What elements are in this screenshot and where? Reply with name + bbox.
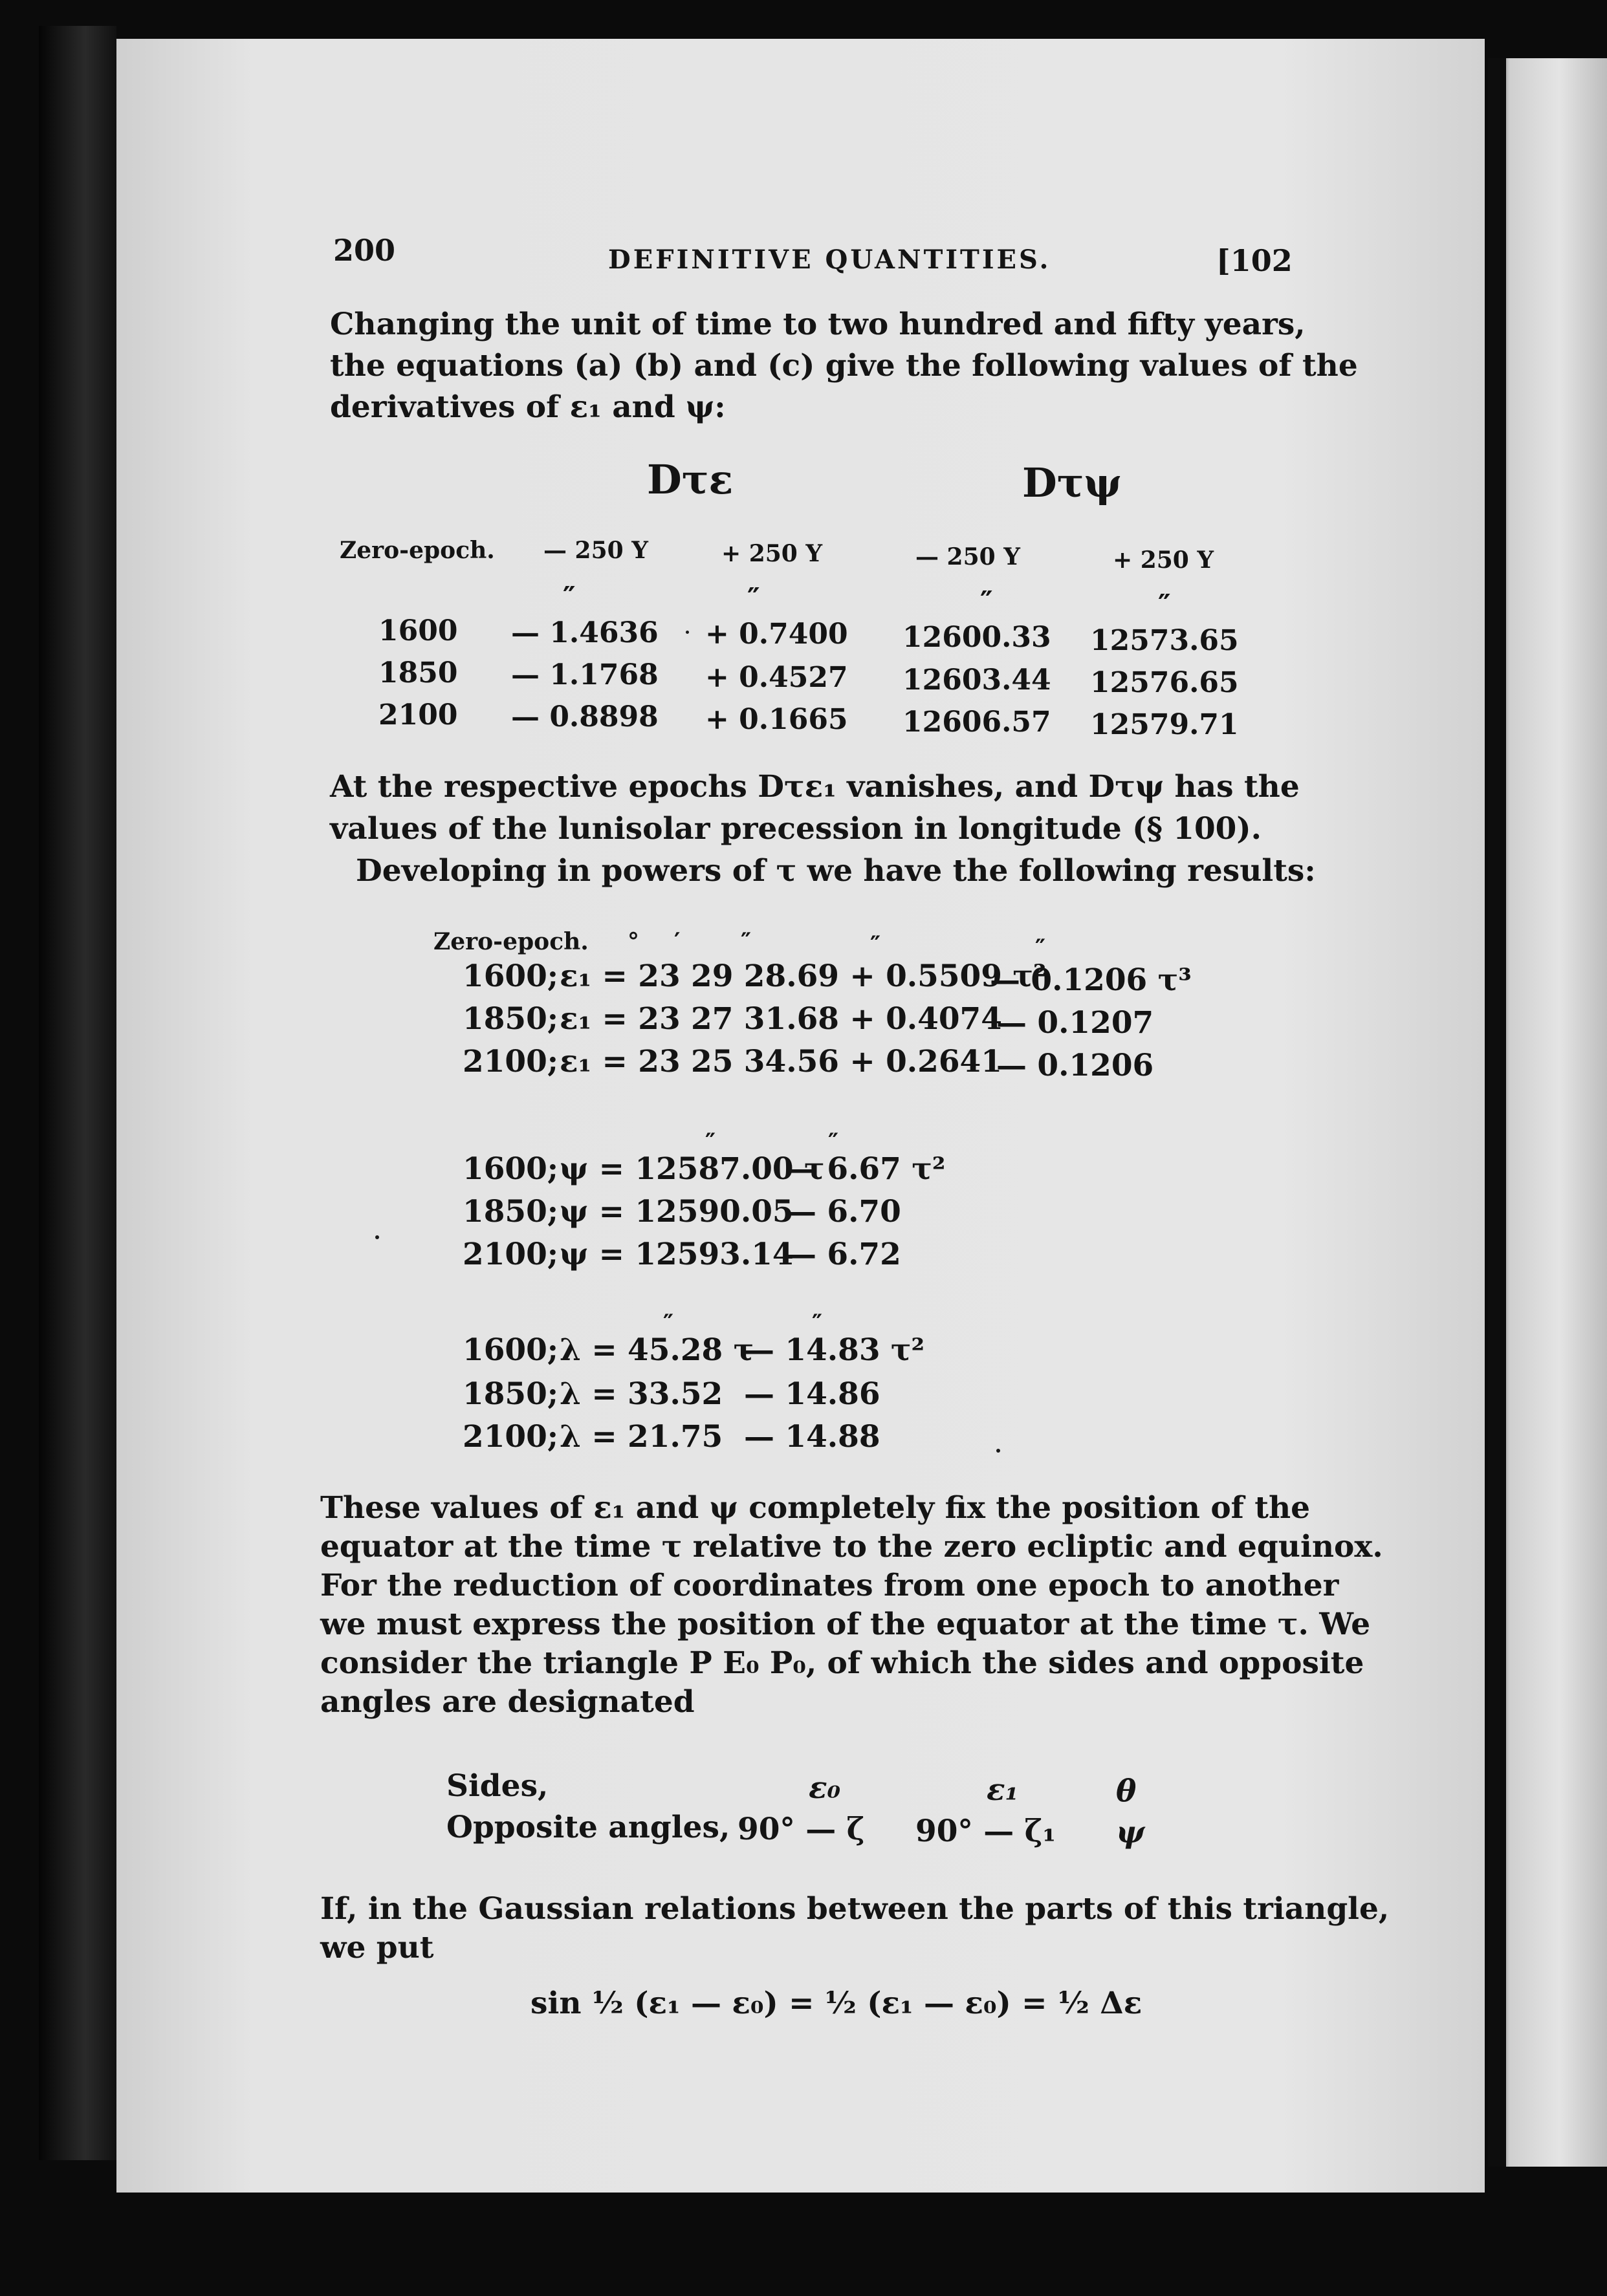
lambda-epoch-1600: 1600; [463,1332,559,1368]
eps-epoch-1850: 1850; [463,1001,559,1037]
closing-line-3: For the reduction of coordinates from one epoch to another [320,1568,1339,1603]
lambda-epoch-1850: 1850; [463,1376,559,1412]
running-title: DEFINITIVE QUANTITIES. [608,244,1051,275]
unit-minute: ′ [674,928,681,955]
closing-line-1: These values of ε₁ and ψ completely fix the position of the [320,1490,1311,1526]
col-minus-250-psi: — 250 Y [915,543,1020,570]
lambda-equation-1850: λ = 33.52 [560,1376,723,1412]
row-eps-plus: + 0.7400 [705,618,848,651]
closing-line-6: angles are designated [320,1684,695,1720]
lambda-quadratic-2100: — 14.88 [744,1419,880,1455]
row-epoch: 2100 [378,699,458,731]
psi-epoch-2100: 2100; [463,1237,559,1272]
gauss-formula: sin ½ (ε₁ — ε₀) = ½ (ε₁ — ε₀) = ½ Δε [530,1986,1142,2021]
intro-line-3: derivatives of ε₁ and ψ: [330,389,726,425]
angles-label: Opposite angles, [446,1810,730,1845]
psi-equation-2100: ψ = 12593.14 [560,1237,794,1272]
eps-equation-1600: ε₁ = 23 29 28.69 + 0.5509 τ² [560,958,1047,994]
row-psi-minus: 12606.57 [902,706,1051,739]
paper-speck [686,631,689,634]
row-psi-plus: 12573.65 [1090,624,1239,657]
unit-second: ″ [741,928,752,955]
intro-line-2: the equations (a) (b) and (c) give the following values of the [330,348,1358,384]
angle-zeta1: 90° — ζ₁ [915,1814,1056,1849]
gauss-line-1: If, in the Gaussian relations between the parts of this triangle, [320,1891,1390,1927]
row-epoch: 1600 [378,614,458,647]
psi-equation-1600: ψ = 12587.00 τ [560,1151,825,1187]
paper-speck [996,1449,1000,1453]
side-eps1: ε₁ [987,1772,1019,1808]
seconds-mark: ″ [980,585,993,618]
intro-line-1: Changing the unit of time to two hundred and fifty years, [330,307,1306,342]
closing-line-2: equator at the time τ relative to the zero ecliptic and equinox. [320,1529,1383,1565]
psi-quadratic-2100: — 6.72 [786,1237,901,1272]
angle-psi: ψ [1116,1815,1145,1850]
row-psi-minus: 12603.44 [902,664,1051,697]
seconds-mark: ″ [747,582,760,615]
gauss-line-2: we put [320,1930,434,1966]
lambda-epoch-2100: 2100; [463,1419,559,1455]
psi-quadratic-1850: — 6.70 [786,1194,901,1229]
angle-zeta: 90° — ζ [738,1812,865,1847]
closing-line-5: consider the triangle P E₀ P₀, of which the sides and opposite [320,1645,1364,1681]
row-psi-plus: 12576.65 [1090,666,1239,699]
middle-line-1: At the respective epochs Dτε₁ vanishes, and Dτψ has the [330,769,1300,805]
middle-line-2: values of the lunisolar precession in longitude (§ 100). [330,811,1262,847]
eps-cubic-1600: — 0.1206 τ³ [990,962,1192,998]
side-theta: θ [1116,1773,1137,1809]
col-plus-250-psi: + 250 Y [1113,547,1214,574]
side-eps0: ε₀ [809,1770,841,1806]
middle-line-3: Developing in powers of τ we have the following results: [356,853,1316,889]
book-page [116,39,1485,2193]
row-eps-minus: — 1.4636 [511,616,659,649]
lambda-quadratic-1600: — 14.83 τ² [744,1332,925,1368]
seconds-mark: ″ [1158,589,1171,622]
lambda-equation-1600: λ = 45.28 τ [560,1332,754,1368]
eps-equation-2100: ε₁ = 23 25 34.56 + 0.2641 [560,1044,1002,1079]
seconds-mark: ″ [563,581,576,614]
eps-epoch-2100: 2100; [463,1044,559,1079]
lambda-equation-2100: λ = 21.75 [560,1419,723,1455]
row-psi-minus: 12600.33 [902,621,1051,654]
eps-cubic-2100: — 0.1206 [996,1048,1154,1083]
row-eps-minus: — 0.8898 [511,700,659,733]
paper-speck [375,1235,379,1239]
psi-equation-1850: ψ = 12590.05 [560,1194,794,1229]
group-heading-eps: Dτε [647,456,734,503]
col-plus-250-eps: + 250 Y [721,540,823,567]
psi-epoch-1850: 1850; [463,1194,559,1229]
unit-second: ″ [663,1310,674,1337]
page-number: 200 [333,233,396,268]
psi-quadratic-1600: — 6.67 τ² [786,1151,946,1187]
unit-second: ″ [1035,935,1046,962]
closing-line-4: we must express the position of the equator at the time τ. We [320,1607,1371,1642]
book-binding [39,26,116,2160]
row-eps-minus: — 1.1768 [511,658,659,691]
col-minus-250-eps: — 250 Y [543,537,648,564]
gutter-shadow [1488,58,1506,2167]
row-eps-plus: + 0.4527 [705,661,848,694]
series-zero-epoch: Zero-epoch. [433,928,589,955]
unit-second: ″ [870,931,881,958]
eps-epoch-1600: 1600; [463,958,559,994]
row-epoch: 1850 [378,656,458,689]
eps-cubic-1850: — 0.1207 [996,1005,1154,1041]
unit-second: ″ [828,1129,839,1156]
eps-equation-1850: ε₁ = 23 27 31.68 + 0.4074 [560,1001,1002,1037]
psi-epoch-1600: 1600; [463,1151,559,1187]
group-heading-psi: Dτψ [1022,459,1122,506]
sides-label: Sides, [446,1768,549,1804]
col-zero-epoch: Zero-epoch. [340,537,495,564]
row-eps-plus: + 0.1665 [705,703,848,736]
unit-degree: ° [628,928,639,955]
unit-second: ″ [705,1129,716,1156]
lambda-quadratic-1850: — 14.86 [744,1376,880,1412]
section-number: [102 [1216,243,1293,278]
row-psi-plus: 12579.71 [1090,708,1239,741]
unit-second: ″ [812,1310,823,1337]
